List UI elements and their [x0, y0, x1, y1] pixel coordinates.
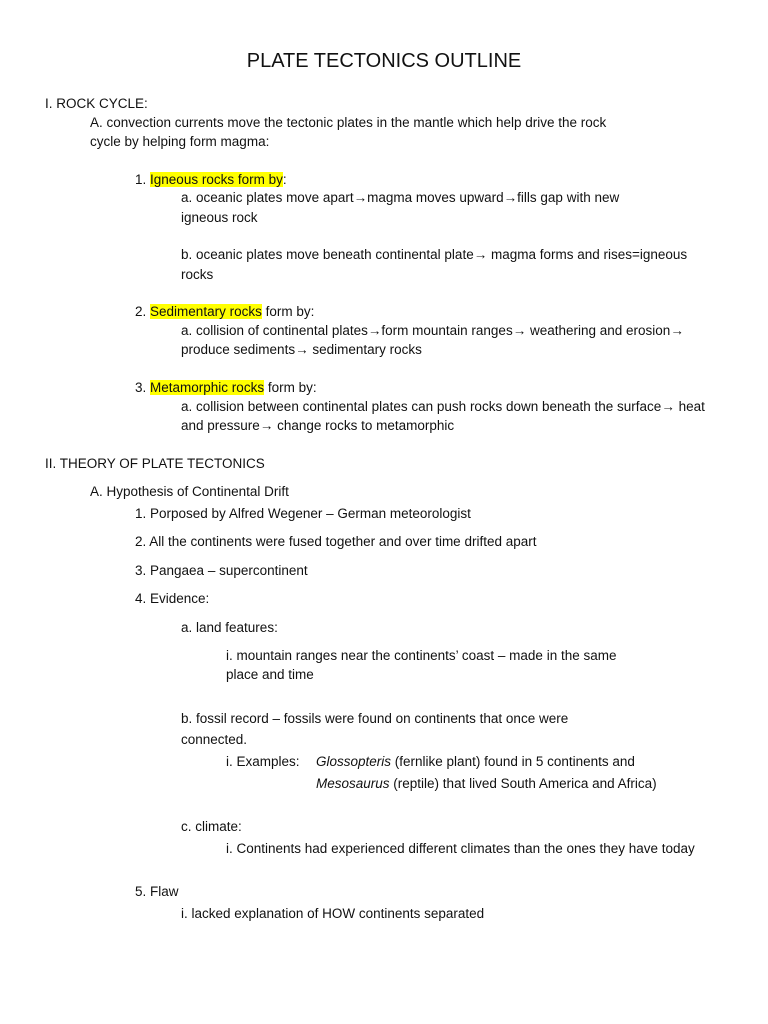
arrow-right-icon: → [295, 342, 309, 357]
sedimentary-number: 2. [135, 304, 147, 319]
metamorphic-a-line2 [181, 416, 454, 435]
section-heading-rock-cycle: I. ROCK CYCLE: [45, 96, 148, 111]
drift-item-1: 1. Porposed by Alfred Wegener – German meteorologist [135, 506, 471, 521]
text-part: magma forms and rises=igneous [487, 247, 688, 262]
arrow-right-icon: → [353, 190, 368, 205]
igneous-number: 1. [135, 172, 147, 187]
text-part: (fernlike plant) found in 5 continents and [391, 754, 635, 769]
text-part: a. collision between continental plates can push rocks down beneath the surface [181, 399, 662, 414]
fossil-example-1 [316, 752, 635, 771]
igneous-highlight: Igneous rocks form by [150, 172, 283, 187]
text-part: and pressure [181, 418, 260, 433]
metamorphic-rest: form by: [264, 380, 317, 395]
sedimentary-rest: form by: [261, 304, 315, 319]
page-title: PLATE TECTONICS OUTLINE [246, 50, 522, 72]
igneous-b-line1 [181, 245, 687, 264]
species-name: Glossopteris [316, 754, 392, 769]
drift-item-4: 4. Evidence: [135, 591, 210, 606]
sedimentary-highlight: Sedimentary rocks [150, 304, 262, 319]
fossil-example-2 [316, 774, 657, 793]
evidence-climate-i: i. Continents had experienced different climates than the ones they have today [226, 841, 695, 856]
continental-drift-heading: A. Hypothesis of Continental Drift [90, 484, 289, 499]
drift-item-5: 5. Flaw [135, 884, 179, 899]
text-part: form mountain ranges [381, 323, 513, 338]
igneous-b-line2: rocks [181, 267, 214, 282]
text-part: produce sediments [181, 342, 296, 357]
text-part: heat [674, 399, 705, 414]
text-part: magma moves upward [367, 190, 504, 205]
text-part: sedimentary rocks [308, 342, 422, 357]
sedimentary-a-line1 [181, 321, 684, 340]
rock-cycle-a-line1: A. convection currents move the tectonic plates in the mantle which help drive the rock [90, 115, 607, 130]
evidence-fossil-line1: b. fossil record – fossils were found on continents that once were [181, 711, 569, 726]
text-part: change rocks to metamorphic [273, 418, 455, 433]
text-part: a. oceanic plates move apart [181, 190, 354, 205]
arrow-right-icon: → [512, 323, 527, 338]
arrow-right-icon: → [367, 323, 382, 338]
arrow-right-icon: → [661, 399, 675, 414]
sedimentary-a-line2 [181, 340, 422, 359]
sedimentary-heading [135, 302, 314, 321]
text-part: b. oceanic plates move beneath continental plate [181, 247, 474, 262]
igneous-a-line1 [181, 188, 619, 207]
arrow-right-icon: → [670, 323, 684, 338]
metamorphic-a-line1 [181, 397, 705, 416]
evidence-land-features: a. land features: [181, 620, 278, 635]
drift-item-2: 2. All the continents were fused together and over time drifted apart [135, 534, 537, 549]
igneous-a-line2: igneous rock [181, 210, 258, 225]
arrow-right-icon: → [259, 418, 274, 433]
arrow-right-icon: → [503, 190, 518, 205]
text-part: a. collision of continental plates [181, 323, 368, 338]
metamorphic-number: 3. [135, 380, 147, 395]
text-part: (reptile) that lived South America and Africa) [389, 776, 657, 791]
fossil-examples-label: i. Examples: [226, 754, 300, 769]
evidence-climate: c. climate: [181, 819, 242, 834]
flaw-i: i. lacked explanation of HOW continents separated [181, 906, 485, 921]
drift-item-3: 3. Pangaea – supercontinent [135, 563, 308, 578]
metamorphic-heading [135, 378, 317, 397]
rock-cycle-a-line2: cycle by helping form magma: [90, 134, 270, 149]
evidence-fossil-line2: connected. [181, 732, 248, 747]
igneous-rest: : [282, 172, 287, 187]
text-part: weathering and erosion [526, 323, 671, 338]
igneous-heading [135, 170, 287, 189]
species-name: Mesosaurus [316, 776, 390, 791]
section-heading-plate-tectonics: II. THEORY OF PLATE TECTONICS [45, 456, 265, 471]
evidence-land-i-line1: i. mountain ranges near the continents’ coast – made in the same [226, 648, 617, 663]
evidence-land-i-line2: place and time [226, 667, 314, 682]
text-part: fills gap with new [517, 190, 620, 205]
arrow-right-icon: → [473, 247, 488, 262]
metamorphic-highlight: Metamorphic rocks [150, 380, 265, 395]
